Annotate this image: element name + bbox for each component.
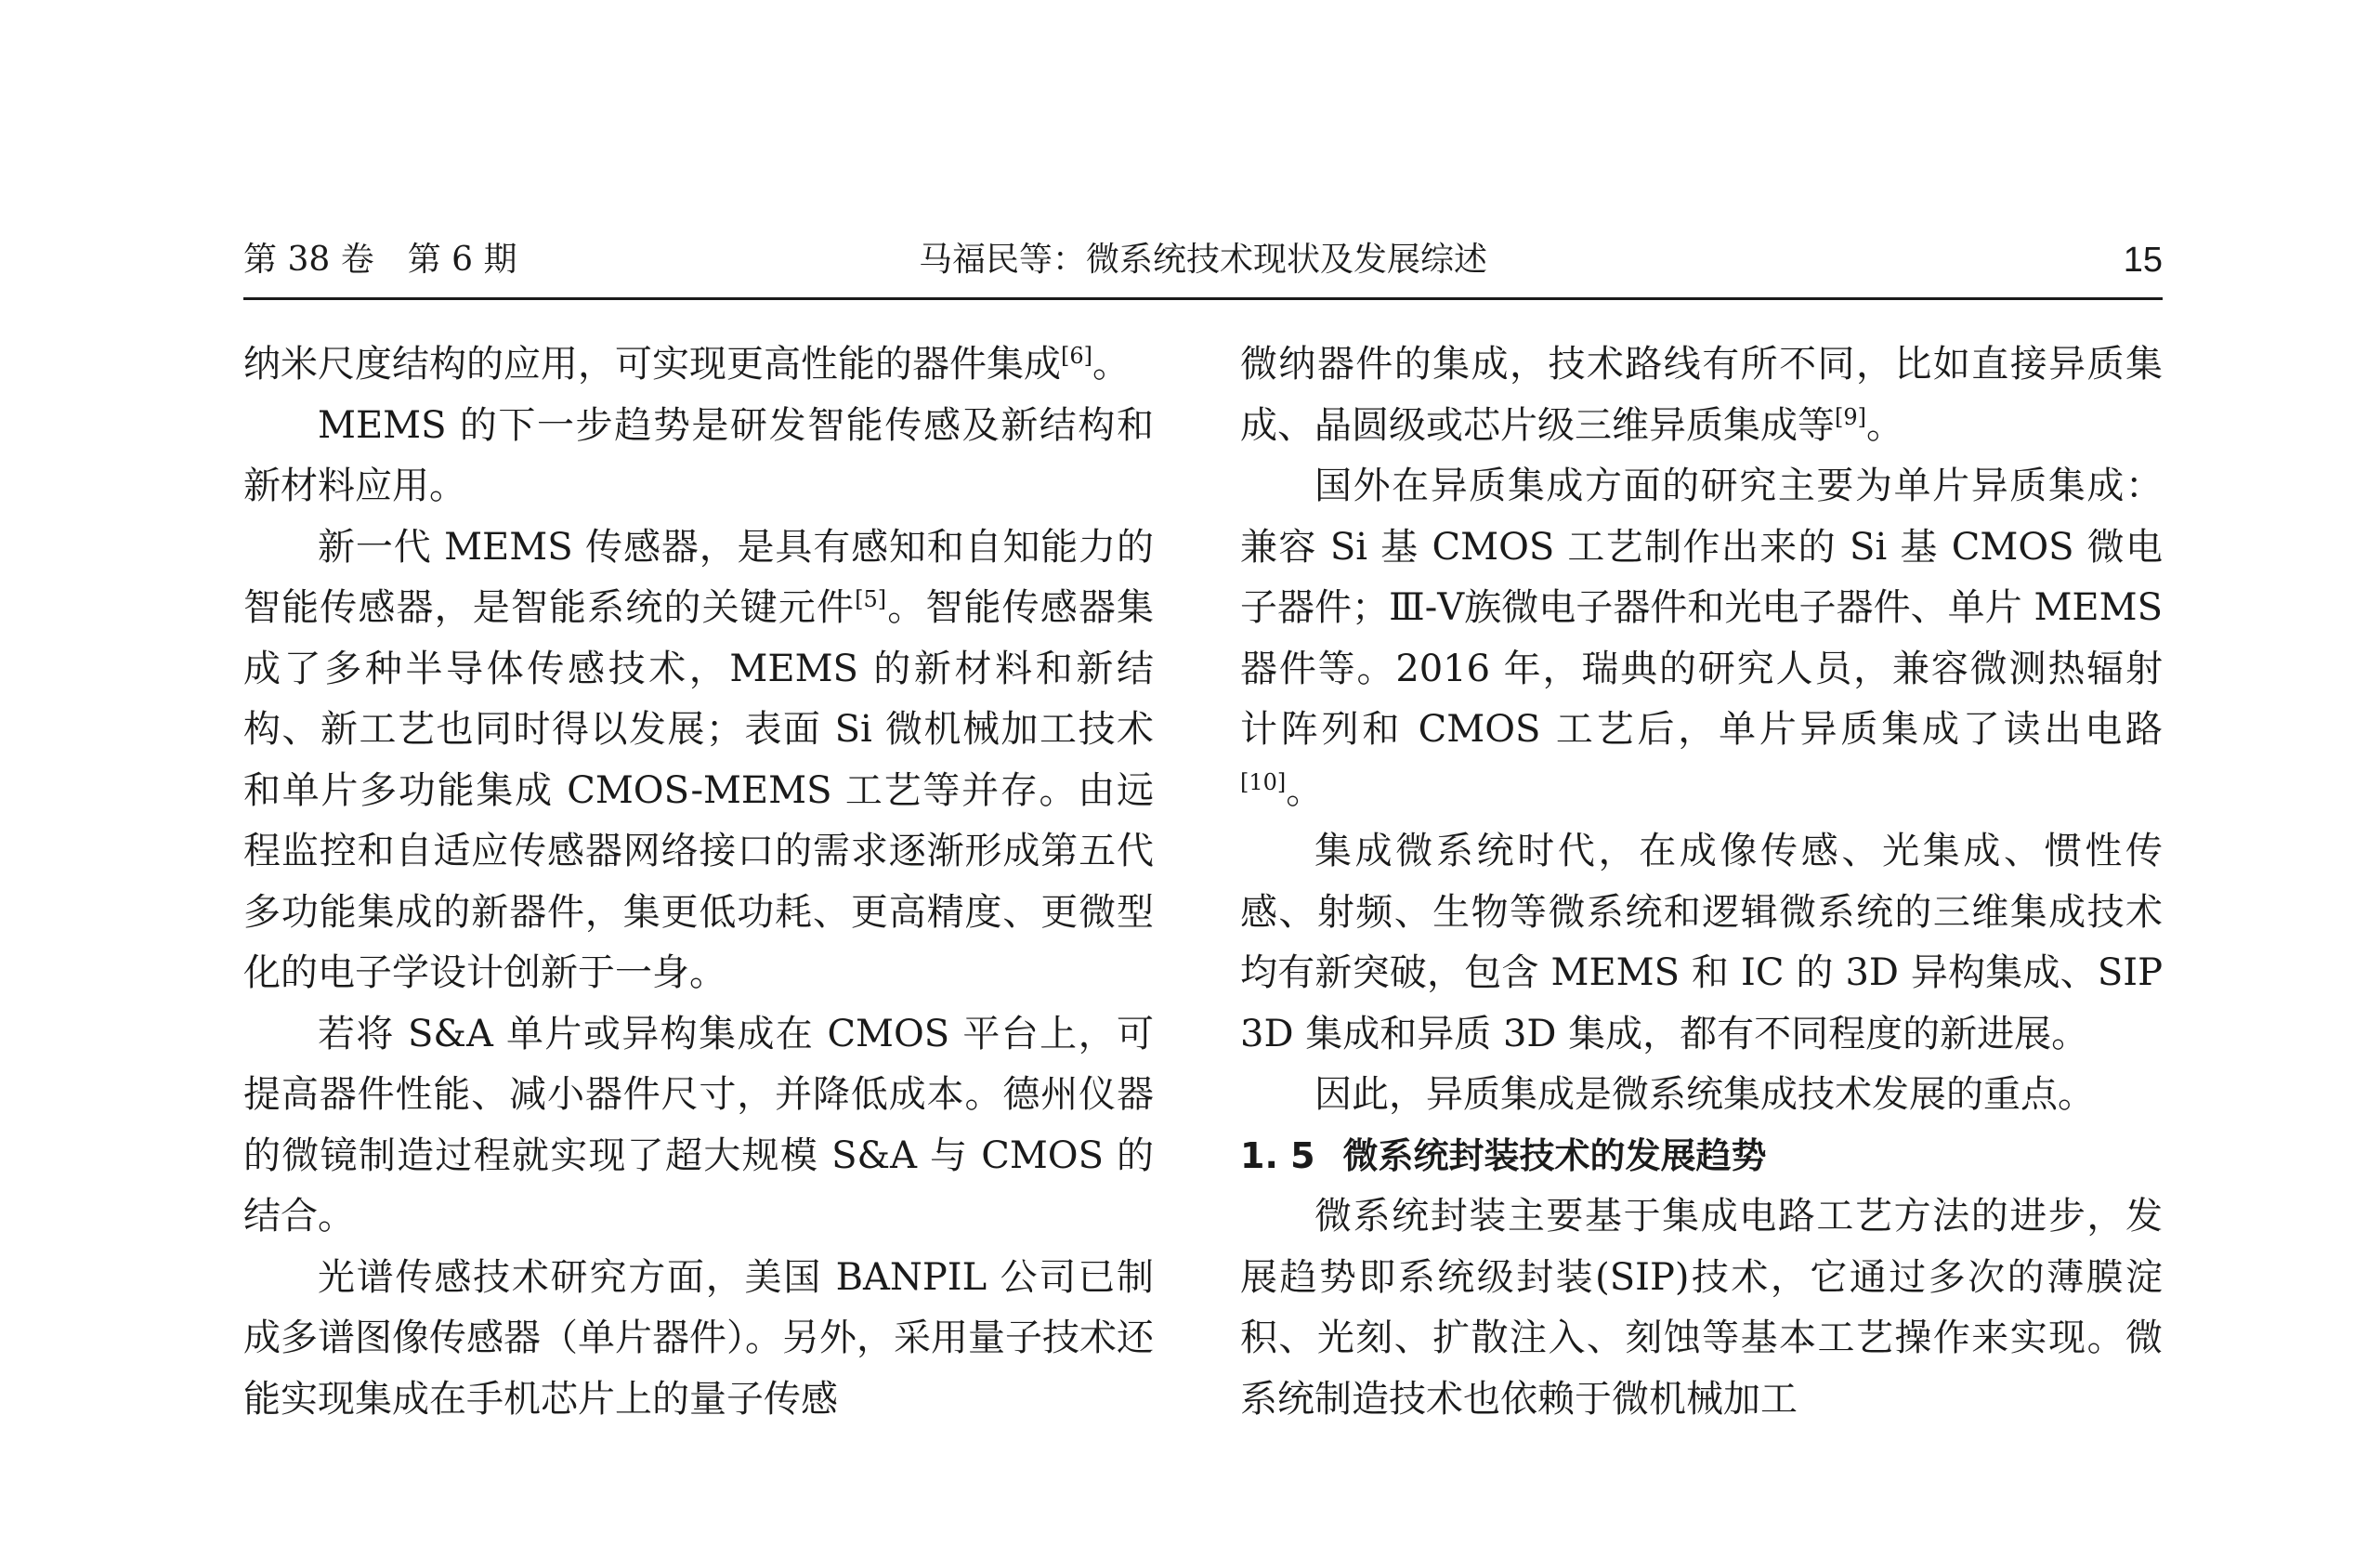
paragraph: [243, 518, 1154, 1004]
paragraph-text: 光谱传感技术研究方面，美国 BANPIL 公司已制成多谱图像传感器（单片器件）。另外，采用量子技术还能实现集成在手机芯片上的量子传感: [243, 1255, 1154, 1421]
paragraph: [243, 1004, 1154, 1248]
paragraph-tail: 。: [1866, 403, 1903, 447]
paragraph-tail: 。: [1092, 343, 1130, 386]
paragraph-continued: [1240, 334, 2163, 456]
paragraph: [1240, 1065, 2163, 1126]
running-header: [243, 237, 2163, 283]
paragraph: [243, 1248, 1154, 1431]
paragraph: [1240, 1186, 2163, 1430]
paragraph-continued: [243, 334, 1154, 396]
paragraph-text: 国外在异质集成方面的研究主要为单片异质集成：兼容 Si 基 CMOS 工艺制作出来的 Si 基 CMOS 微电子器件；Ⅲ-Ⅴ族微电子器件和光电子器件、单片 MEMS 器件等。2016 年，瑞典的研究人员，兼容微测热辐射计阵列和 CMOS 工艺后，单片异质集成了读出电路: [1240, 465, 2163, 751]
citation-ref: [5]: [855, 586, 887, 612]
paragraph-text: 微系统封装主要基于集成电路工艺方法的进步，发展趋势即系统级封装(SIP)技术，它通过多次的薄膜淀积、光刻、扩散注入、刻蚀等基本工艺操作来实现。微系统制造技术也依赖于微机械加工: [1240, 1195, 2163, 1421]
section-heading: [1240, 1126, 2163, 1187]
paragraph-text: 因此，异质集成是微系统集成技术发展的重点。: [1314, 1073, 2095, 1116]
header-rule: [243, 297, 2163, 300]
paragraph-tail: 。: [1286, 768, 1324, 812]
paragraph-text: 若将 S&A 单片或异构集成在 CMOS 平台上，可提高器件性能、减小器件尺寸，并降低成本。德州仪器的微镜制造过程就实现了超大规模 S&A 与 CMOS 的结合。: [243, 1012, 1154, 1238]
citation-ref: [6]: [1061, 343, 1092, 369]
page-number: 15: [2123, 241, 2163, 280]
running-title: 马福民等：微系统技术现状及发展综述: [918, 241, 1487, 279]
left-column: [243, 334, 1154, 1430]
paragraph-text: 新一代 MEMS 传感器，是具有感知和自知能力的智能传感器，是智能系统的关键元件: [243, 525, 1154, 629]
paragraph-text: 集成微系统时代，在成像传感、光集成、惯性传感、射频、生物等微系统和逻辑微系统的三维集成技术均有新突破，包含 MEMS 和 IC 的 3D 异构集成、SIP 3D 集成和异质 3D 集成，都有不同程度的新进展。: [1240, 830, 2163, 1055]
paragraph-text: 微纳器件的集成，技术路线有所不同，比如直接异质集成、晶圆级或芯片级三维异质集成等: [1240, 343, 2163, 447]
right-column: [1240, 334, 2163, 1430]
paragraph-text: MEMS 的下一步趋势是研发智能传感及新结构和新材料应用。: [243, 403, 1154, 507]
citation-ref: [10]: [1240, 768, 1287, 795]
paragraph-tail: 。智能传感器集成了多种半导体传感技术，MEMS 的新材料和新结构、新工艺也同时得以发展；表面 Si 微机械加工技术和单片多功能集成 CMOS-MEMS 工艺等并存。由远程监控和自适应传感器网络接口的需求逐渐形成第五代多功能集成的新器件，集更低功耗、更高精度、更微型化的电子学设计创新于一身。: [243, 586, 1155, 994]
paragraph-text: 纳米尺度结构的应用，可实现更高性能的器件集成: [243, 343, 1061, 386]
paragraph: [1240, 456, 2163, 821]
citation-ref: [9]: [1835, 403, 1866, 430]
section-number: 1. 5: [1240, 1134, 1315, 1176]
paragraph: [1240, 821, 2163, 1065]
paragraph: [243, 396, 1154, 518]
volume-issue: 第 38 卷 第 6 期: [243, 241, 517, 279]
section-title: 微系统封装技术的发展趋势: [1342, 1134, 1767, 1176]
